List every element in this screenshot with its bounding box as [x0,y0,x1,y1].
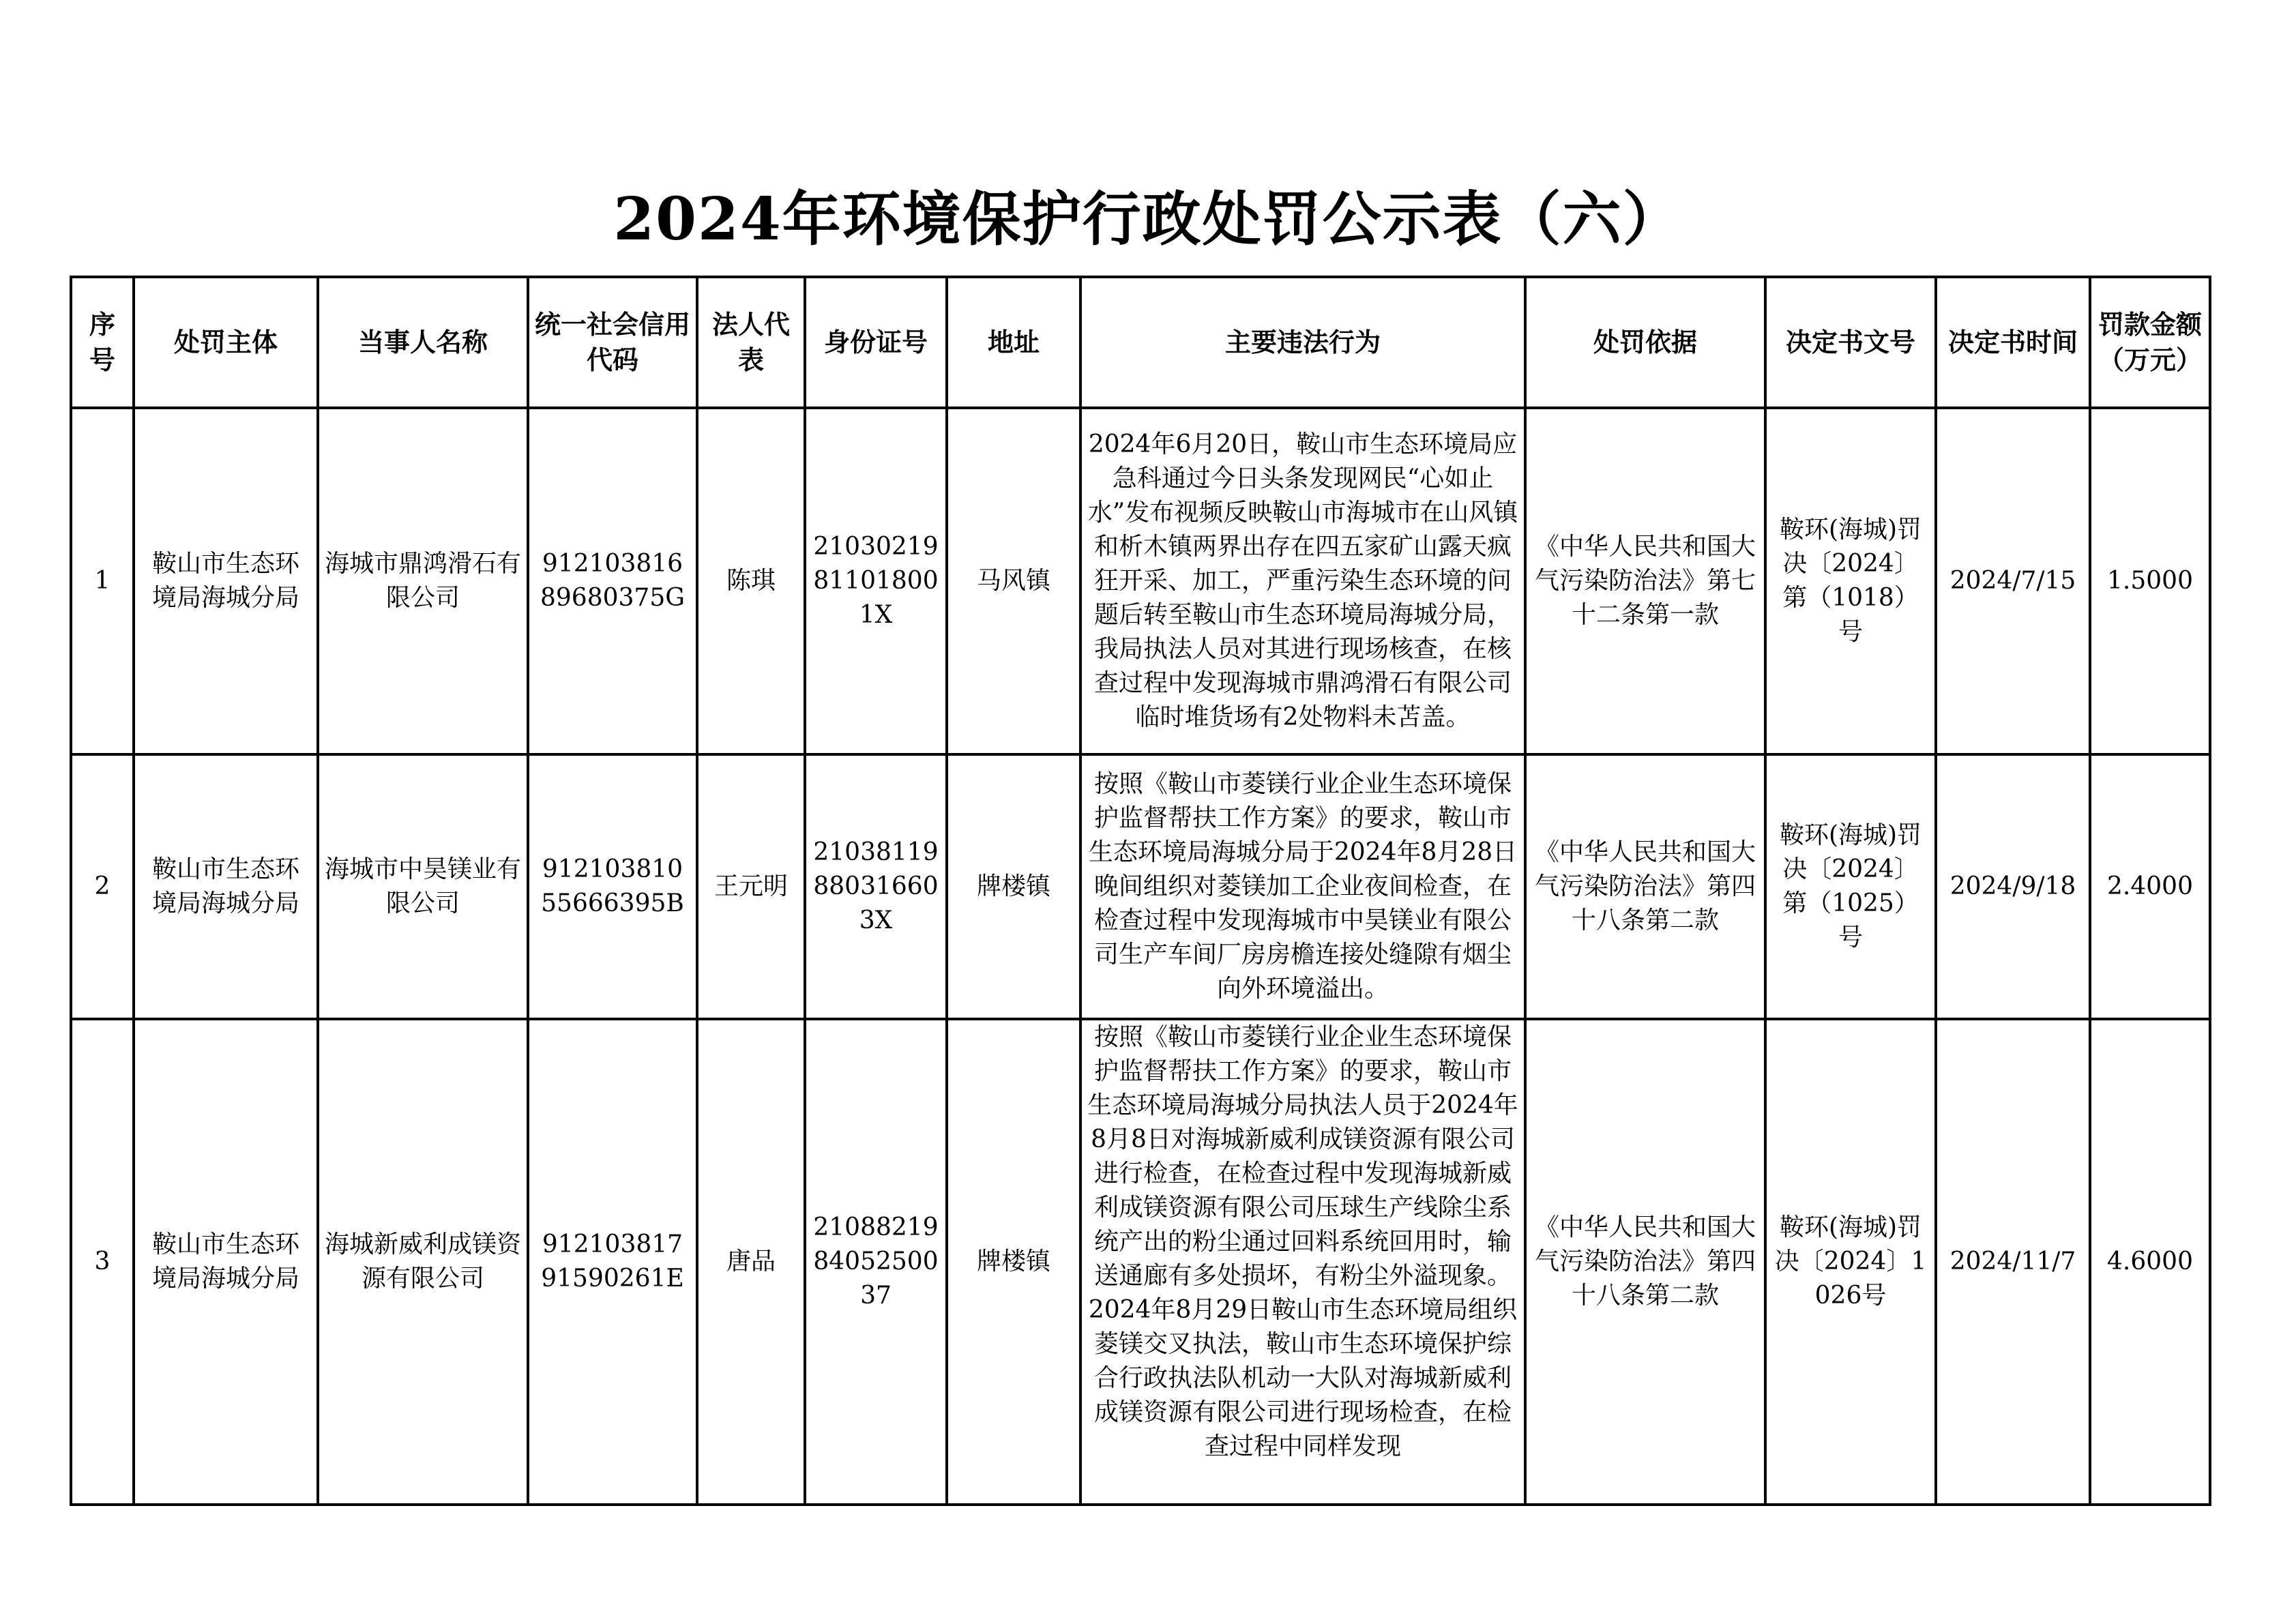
header-row [71,277,2210,408]
cell-date: 2024/7/15 [1936,408,2090,754]
header-subject: 处罚主体 [134,277,318,408]
cell-basis: 《中华人民共和国大气污染防治法》第四十八条第二款 [1525,1019,1765,1505]
cell-doc-no: 鞍环(海城)罚决〔2024〕第（1025）号 [1765,754,1936,1019]
cell-no: 3 [71,1019,134,1505]
cell-violation: 2024年6月20日，鞍山市生态环境局应急科通过今日头条发现网民“心如止水”发布视频反映鞍山市海城市在山风镇和析木镇两界出存在四五家矿山露天疯狂开采、加工，严重污染生态环境的问题后转至鞍山市生态环境局海城分局，我局执法人员对其进行现场核查，在核查过程中发现海城市鼎鸿滑石有限公司临时堆货场有2处物料未苫盖。 [1080,408,1525,754]
cell-basis: 《中华人民共和国大气污染防治法》第四十八条第二款 [1525,754,1765,1019]
cell-address: 牌楼镇 [947,1019,1080,1505]
cell-no: 1 [71,408,134,754]
header-violation: 主要违法行为 [1080,277,1525,408]
header-address: 地址 [947,277,1080,408]
violation-text: 按照《鞍山市菱镁行业企业生态环境保护监督帮扶工作方案》的要求，鞍山市生态环境局海城分局于2024年8月28日晚间组织对菱镁加工企业夜间检查，在检查过程中发现海城市中昊镁业有限公司生产车间厂房房檐连接处缝隙有烟尘向外环境溢出。 [1088,770,1518,1003]
cell-amount: 4.6000 [2090,1019,2210,1505]
cell-id-no: 210882198405250037 [805,1019,947,1505]
header-basis: 处罚依据 [1525,277,1765,408]
cell-doc-no: 鞍环(海城)罚决〔2024〕第（1018）号 [1765,408,1936,754]
cell-violation [1080,1019,1525,1505]
cell-legal-rep: 唐品 [697,1019,805,1505]
header-id-no: 身份证号 [805,277,947,408]
header-doc-no: 决定书文号 [1765,277,1936,408]
cell-party: 海城市鼎鸿滑石有限公司 [318,408,528,754]
cell-address: 马风镇 [947,408,1080,754]
cell-credit-code: 91210381791590261E [528,1019,697,1505]
cell-violation [1080,754,1525,1019]
cell-id-no: 21030219811018001X [805,408,947,754]
cell-credit-code: 91210381055666395B [528,754,697,1019]
header-legal-rep: 法人代表 [697,277,805,408]
cell-party: 海城市中昊镁业有限公司 [318,754,528,1019]
header-no: 序号 [71,277,134,408]
cell-subject: 鞍山市生态环境局海城分局 [134,754,318,1019]
cell-legal-rep: 王元明 [697,754,805,1019]
cell-subject: 鞍山市生态环境局海城分局 [134,1019,318,1505]
cell-id-no: 21038119880316603X [805,754,947,1019]
header-party: 当事人名称 [318,277,528,408]
cell-date: 2024/9/18 [1936,754,2090,1019]
violation-paragraph-1: 按照《鞍山市菱镁行业企业生态环境保护监督帮扶工作方案》的要求，鞍山市生态环境局海城分局执法人员于2024年8月8日对海城新威利成镁资源有限公司进行检查，在检查过程中发现海城新威利成镁资源有限公司压球生产线除尘系统产出的粉尘通过回料系统回用时，输送通廊有多处损坏，有粉尘外溢现象。 [1087,1023,1518,1290]
header-credit-code: 统一社会信用代码 [528,277,697,408]
cell-legal-rep: 陈琪 [697,408,805,754]
cell-basis: 《中华人民共和国大气污染防治法》第七十二条第一款 [1525,408,1765,754]
cell-party: 海城新威利成镁资源有限公司 [318,1019,528,1505]
violation-paragraph-2: 2024年8月29日鞍山市生态环境局组织菱镁交叉执法，鞍山市生态环境保护综合行政执法队机动一大队对海城新威利成镁资源有限公司进行现场检查，在检查过程中同样发现 [1088,1296,1518,1460]
table-row [71,754,2210,1019]
cell-subject: 鞍山市生态环境局海城分局 [134,408,318,754]
violation-text [1087,1020,1518,1464]
page-title: 2024年环境保护行政处罚公示表（六） [613,185,1683,254]
header-amount: 罚款金额（万元） [2090,277,2210,408]
table-row [71,408,2210,754]
cell-amount: 2.4000 [2090,754,2210,1019]
cell-doc-no: 鞍环(海城)罚决〔2024〕1026号 [1765,1019,1936,1505]
cell-amount: 1.5000 [2090,408,2210,754]
penalty-table [70,276,2211,1506]
cell-address: 牌楼镇 [947,754,1080,1019]
cell-date: 2024/11/7 [1936,1019,2090,1505]
header-date: 决定书时间 [1936,277,2090,408]
table-row [71,1019,2210,1505]
cell-credit-code: 91210381689680375G [528,408,697,754]
cell-no: 2 [71,754,134,1019]
